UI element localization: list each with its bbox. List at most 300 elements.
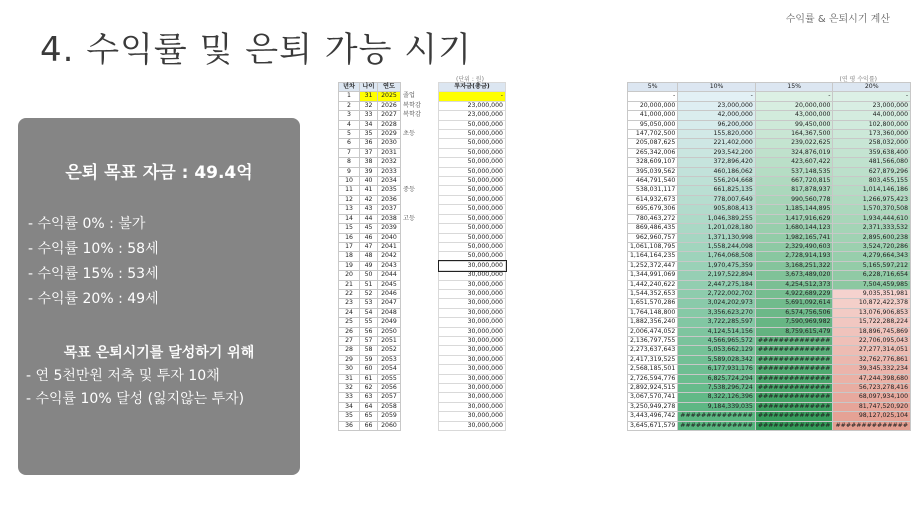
table-cell: 30,000,000 [439, 318, 506, 327]
table-cell: 2043 [378, 261, 401, 270]
table-cell: 11 [339, 186, 360, 195]
table-cell: 32 [339, 384, 360, 393]
table-cell: ############## [755, 374, 833, 383]
table-row [628, 177, 911, 186]
table-cell: 30,000,000 [439, 365, 506, 374]
table-row [339, 412, 506, 421]
table-cell: 23,000,000 [439, 111, 506, 120]
table-row [628, 308, 911, 317]
table-cell: 2,447,275,184 [678, 280, 756, 289]
table-cell: 7 [339, 148, 360, 157]
table-row [339, 130, 506, 139]
table-cell: 3,250,949,278 [628, 402, 678, 411]
table-cell: 복학감 [403, 101, 421, 109]
table-cell: 2036 [378, 195, 401, 204]
table-cell [401, 139, 439, 148]
table-cell: 50,000,000 [439, 233, 506, 242]
table-cell: 2038 [378, 214, 401, 223]
table-cell [401, 393, 439, 402]
retirement-summary-panel [18, 118, 300, 475]
table-cell: 102,800,000 [833, 120, 911, 129]
table-cell: 395,039,562 [628, 167, 678, 176]
table-cell: 1,046,389,255 [678, 214, 756, 223]
table-cell: 2,892,924,515 [628, 384, 678, 393]
table-cell: 23,000,000 [439, 101, 506, 110]
table-cell: 42 [360, 195, 378, 204]
table-cell: 359,638,400 [833, 148, 911, 157]
table-cell [401, 205, 439, 214]
table-cell: 2,136,797,755 [628, 336, 678, 345]
table-cell: 2049 [378, 318, 401, 327]
table-cell: 5,691,092,614 [755, 299, 833, 308]
table-cell: 27,277,314,051 [833, 346, 911, 355]
table-row [339, 318, 506, 327]
table-row [339, 177, 506, 186]
table-cell: 졸업 [403, 92, 415, 100]
table-cell: 12 [339, 195, 360, 204]
table-cell: 3,067,570,741 [628, 393, 678, 402]
table-cell: 4,254,512,373 [755, 280, 833, 289]
table-cell: 2,417,319,525 [628, 355, 678, 364]
table-cell: 3,024,202,973 [678, 299, 756, 308]
table-cell: ############## [755, 402, 833, 411]
table-cell: 30,000,000 [439, 280, 506, 289]
table-header-row [628, 83, 911, 92]
table-cell: 2046 [378, 289, 401, 298]
table-row [628, 186, 911, 195]
table-cell: 58 [360, 346, 378, 355]
table-cell: 36 [339, 421, 360, 430]
table-cell: 47 [360, 242, 378, 251]
table-cell [401, 299, 439, 308]
table-cell: 293,542,200 [678, 148, 756, 157]
table-cell [401, 242, 439, 251]
table-row [339, 299, 506, 308]
table-row [339, 365, 506, 374]
table-cell: 3,524,720,286 [833, 242, 911, 251]
table-cell: 81,747,520,920 [833, 402, 911, 411]
table-row [339, 402, 506, 411]
table-cell: 3,168,251,322 [755, 261, 833, 270]
table-cell: 57 [360, 336, 378, 345]
table-cell: 22 [339, 289, 360, 298]
table-cell: 50,000,000 [439, 186, 506, 195]
table-cell [401, 289, 439, 298]
table-cell: 2042 [378, 252, 401, 261]
table-cell [401, 421, 439, 430]
table-cell: 1,764,068,508 [678, 252, 756, 261]
table-cell: 31 [360, 92, 378, 101]
table-cell: 2055 [378, 374, 401, 383]
cumulative-return-sheet [627, 74, 909, 485]
column-header: 20% [833, 83, 911, 92]
table-cell: 40 [360, 177, 378, 186]
table-cell: 423,607,422 [755, 158, 833, 167]
table-cell: 1,266,975,423 [833, 195, 911, 204]
table-cell [401, 167, 439, 176]
table-cell: 7,538,296,724 [678, 384, 756, 393]
table-cell: 50,000,000 [439, 148, 506, 157]
table-cell: 50 [360, 271, 378, 280]
table-cell: 221,402,000 [678, 139, 756, 148]
table-cell: 53 [360, 299, 378, 308]
table-cell: 1,982,165,741 [755, 233, 833, 242]
table-cell: 464,791,540 [628, 177, 678, 186]
table-cell: 164,367,500 [755, 130, 833, 139]
slide-title: 4. 수익률 및 은퇴 가능 시기 [40, 30, 472, 70]
return-rate-item: - 수익률 20% : 49세 [28, 291, 159, 307]
table-cell: 47,244,398,680 [833, 374, 911, 383]
table-row [628, 318, 911, 327]
table-row [339, 289, 506, 298]
table-row [339, 233, 506, 242]
table-cell: 2032 [378, 158, 401, 167]
investment-schedule-sheet [338, 74, 538, 485]
table-cell: 2,006,474,052 [628, 327, 678, 336]
table-cell: 35 [339, 412, 360, 421]
table-cell: ############## [755, 346, 833, 355]
table-row [339, 92, 506, 101]
slide-section-tag: 수익률 & 은퇴시기 계산 [785, 14, 890, 25]
table-cell: 2037 [378, 205, 401, 214]
table-cell [401, 336, 439, 345]
table-cell: 614,932,673 [628, 195, 678, 204]
table-cell: 50,000,000 [439, 158, 506, 167]
table-cell: 20 [339, 271, 360, 280]
table-cell: 50,000,000 [439, 167, 506, 176]
table-cell: 65 [360, 412, 378, 421]
table-row [628, 195, 911, 204]
table-row [628, 139, 911, 148]
table-cell: - [755, 92, 833, 101]
table-cell: 51 [360, 280, 378, 289]
table-cell: 43 [360, 205, 378, 214]
table-cell: 34 [339, 402, 360, 411]
table-cell [401, 177, 439, 186]
table-cell: 50,000,000 [439, 195, 506, 204]
table-cell: 44 [360, 214, 378, 223]
table-cell: 6,574,756,506 [755, 308, 833, 317]
column-header [401, 83, 439, 92]
table-cell: 23,000,000 [678, 101, 756, 110]
table-cell: 24 [339, 308, 360, 317]
table-row [628, 167, 911, 176]
table-row [628, 355, 911, 364]
table-cell: 1,061,108,795 [628, 242, 678, 251]
table-cell: 1,558,244,098 [678, 242, 756, 251]
table-cell: 30,000,000 [439, 421, 506, 430]
table-cell: 95,050,000 [628, 120, 678, 129]
table-cell: 30,000,000 [439, 393, 506, 402]
table-cell: 17 [339, 242, 360, 251]
table-row [339, 186, 506, 195]
table-cell: 2056 [378, 384, 401, 393]
table-cell: 6,825,724,294 [678, 374, 756, 383]
table-row [628, 214, 911, 223]
column-header: 15% [755, 83, 833, 92]
table-cell: 3,443,496,742 [628, 412, 678, 421]
table-cell: - [439, 92, 506, 101]
column-header: 10% [678, 83, 756, 92]
table-row [339, 336, 506, 345]
table-cell: 50,000,000 [439, 242, 506, 251]
table-cell: - [678, 92, 756, 101]
table-cell: 30,000,000 [439, 271, 506, 280]
return-rate-list [28, 212, 159, 312]
table-cell: 19 [339, 261, 360, 270]
table-row [339, 384, 506, 393]
cumulative-return-table [627, 82, 911, 431]
table-cell: 1,570,370,508 [833, 205, 911, 214]
table-cell: 2,329,490,603 [755, 242, 833, 251]
table-cell [401, 224, 439, 233]
table-cell: 36 [360, 139, 378, 148]
table-cell: 2026 [378, 101, 401, 110]
table-cell: 2035 [378, 186, 401, 195]
table-cell: 30,000,000 [439, 355, 506, 364]
table-cell: 60 [360, 365, 378, 374]
table-cell: 7,504,459,985 [833, 280, 911, 289]
table-cell: 538,031,117 [628, 186, 678, 195]
table-cell: 15 [339, 224, 360, 233]
table-cell: 25 [339, 318, 360, 327]
table-cell: 1,417,916,629 [755, 214, 833, 223]
table-cell: 2,568,185,501 [628, 365, 678, 374]
table-cell: 38 [360, 158, 378, 167]
table-cell: 2058 [378, 402, 401, 411]
table-cell: ############## [678, 412, 756, 421]
table-cell: 1,882,356,240 [628, 318, 678, 327]
table-cell: ############## [755, 412, 833, 421]
table-cell: - [628, 92, 678, 101]
unit-label: (단위 : 원) [456, 76, 484, 83]
table-cell: ############## [755, 384, 833, 393]
table-row [628, 421, 911, 430]
table-cell: 2,726,594,776 [628, 374, 678, 383]
table-cell: 8 [339, 158, 360, 167]
table-cell [401, 195, 439, 204]
table-cell [401, 261, 439, 270]
table-cell: 48 [360, 252, 378, 261]
table-cell: 778,007,649 [678, 195, 756, 204]
table-cell: 2045 [378, 280, 401, 289]
table-row [339, 101, 506, 110]
table-cell: 22,706,095,043 [833, 336, 911, 345]
table-cell: 2044 [378, 271, 401, 280]
unit-label: (연 평 수익률) [839, 76, 877, 83]
table-cell: 3,722,285,597 [678, 318, 756, 327]
table-cell: 초등 [403, 130, 415, 138]
table-cell: 32,762,776,861 [833, 355, 911, 364]
table-cell: 481,566,080 [833, 158, 911, 167]
table-cell: 29 [339, 355, 360, 364]
table-cell: 6 [339, 139, 360, 148]
table-cell: 68,097,934,100 [833, 393, 911, 402]
table-row [339, 224, 506, 233]
table-cell [401, 346, 439, 355]
table-row [339, 139, 506, 148]
table-cell [401, 384, 439, 393]
table-cell: 33 [339, 393, 360, 402]
table-row [628, 412, 911, 421]
table-cell: 30,000,000 [439, 308, 506, 317]
table-cell: 45 [360, 224, 378, 233]
table-cell: 26 [339, 327, 360, 336]
table-cell: 41 [360, 186, 378, 195]
table-cell: 1,371,130,998 [678, 233, 756, 242]
table-row [628, 280, 911, 289]
table-row [339, 346, 506, 355]
table-cell: 63 [360, 393, 378, 402]
table-cell: 2 [339, 101, 360, 110]
table-cell: 30,000,000 [439, 299, 506, 308]
table-cell: 56 [360, 327, 378, 336]
table-cell: 4,566,965,572 [678, 336, 756, 345]
table-cell: 1,544,352,653 [628, 289, 678, 298]
table-cell: 2047 [378, 299, 401, 308]
column-header: 나이 [360, 83, 378, 92]
table-cell: 2,197,522,894 [678, 271, 756, 280]
table-cell: 1,252,372,447 [628, 261, 678, 270]
table-row [339, 261, 506, 270]
table-row [628, 365, 911, 374]
table-cell: 4,279,664,343 [833, 252, 911, 261]
table-cell: 13,076,906,853 [833, 308, 911, 317]
table-cell: 50,000,000 [439, 120, 506, 129]
table-cell: 50,000,000 [439, 139, 506, 148]
table-cell: 2033 [378, 167, 401, 176]
table-row [339, 280, 506, 289]
table-row [628, 205, 911, 214]
table-header-row [339, 83, 506, 92]
table-cell: 2,722,002,702 [678, 289, 756, 298]
table-row [339, 355, 506, 364]
table-cell: 39 [360, 167, 378, 176]
plan-heading: 목표 은퇴시기를 달성하기 위해 [63, 345, 255, 361]
table-cell: 39,345,332,234 [833, 365, 911, 374]
table-cell: 324,876,019 [755, 148, 833, 157]
table-cell: ############## [755, 421, 833, 430]
table-cell: 96,200,000 [678, 120, 756, 129]
table-cell: 37 [360, 148, 378, 157]
table-cell: 2059 [378, 412, 401, 421]
table-cell: 2040 [378, 233, 401, 242]
table-cell: 30,000,000 [439, 402, 506, 411]
table-cell: 33 [360, 111, 378, 120]
table-row [339, 242, 506, 251]
table-cell: 62 [360, 384, 378, 393]
column-header: 연도 [378, 83, 401, 92]
table-row [628, 101, 911, 110]
column-header: 5% [628, 83, 678, 92]
table-cell: 155,820,000 [678, 130, 756, 139]
table-cell: 23 [339, 299, 360, 308]
table-cell: 1,185,144,895 [755, 205, 833, 214]
table-cell: 6,228,716,654 [833, 271, 911, 280]
table-cell: 2041 [378, 242, 401, 251]
table-cell: 52 [360, 289, 378, 298]
table-cell: 30 [339, 365, 360, 374]
table-row [628, 289, 911, 298]
table-cell: 31 [339, 374, 360, 383]
table-cell [401, 280, 439, 289]
column-header: 투자금(총금) [439, 83, 506, 92]
table-cell: 49 [360, 261, 378, 270]
table-cell [401, 308, 439, 317]
table-cell: 중등 [403, 186, 415, 194]
table-row [628, 233, 911, 242]
table-cell: 1 [339, 92, 360, 101]
table-row [628, 402, 911, 411]
table-cell: 1,164,164,235 [628, 252, 678, 261]
table-cell: 2054 [378, 365, 401, 374]
table-cell: 265,342,006 [628, 148, 678, 157]
table-cell: 98,127,025,104 [833, 412, 911, 421]
table-cell: 16 [339, 233, 360, 242]
table-cell: 28 [339, 346, 360, 355]
table-cell: 1,970,475,359 [678, 261, 756, 270]
table-row [339, 393, 506, 402]
table-cell: 50,000,000 [439, 205, 506, 214]
table-cell [401, 271, 439, 280]
table-cell: 99,450,000 [755, 120, 833, 129]
investment-schedule-table [338, 82, 506, 431]
table-cell: 30,000,000 [439, 384, 506, 393]
table-cell: ############## [755, 336, 833, 345]
table-cell: 2039 [378, 224, 401, 233]
table-cell: 21 [339, 280, 360, 289]
table-row [628, 92, 911, 101]
table-cell [401, 355, 439, 364]
table-row [628, 271, 911, 280]
table-cell: 복학감 [403, 111, 421, 119]
table-cell: 66 [360, 421, 378, 430]
table-cell: 30,000,000 [439, 346, 506, 355]
table-cell [401, 158, 439, 167]
table-row [628, 393, 911, 402]
table-row [628, 374, 911, 383]
table-cell: 4 [339, 120, 360, 129]
table-cell: 2,895,600,238 [833, 233, 911, 242]
table-row [339, 120, 506, 129]
table-cell: 205,087,625 [628, 139, 678, 148]
table-cell: 10 [339, 177, 360, 186]
table-row [339, 374, 506, 383]
table-cell: 50,000,000 [439, 224, 506, 233]
table-cell: 6,177,931,176 [678, 365, 756, 374]
table-cell: 56,723,278,416 [833, 384, 911, 393]
table-cell [401, 148, 439, 157]
table-cell: 50,000,000 [439, 130, 506, 139]
table-cell: 9,035,351,981 [833, 289, 911, 298]
table-cell: 803,455,155 [833, 177, 911, 186]
retirement-goal: 은퇴 목표 자금 : 49.4억 [65, 163, 253, 183]
table-row [628, 224, 911, 233]
table-cell: 64 [360, 402, 378, 411]
table-cell: 460,186,062 [678, 167, 756, 176]
table-cell: 1,680,144,123 [755, 224, 833, 233]
table-cell: 5,053,662,129 [678, 346, 756, 355]
table-cell: 537,148,535 [755, 167, 833, 176]
table-cell [401, 402, 439, 411]
table-row [628, 130, 911, 139]
table-cell: 2029 [378, 130, 401, 139]
table-row [339, 111, 506, 120]
table-cell: 32 [360, 101, 378, 110]
table-row [628, 336, 911, 345]
table-cell: 18 [339, 252, 360, 261]
table-cell: 5,589,028,342 [678, 355, 756, 364]
